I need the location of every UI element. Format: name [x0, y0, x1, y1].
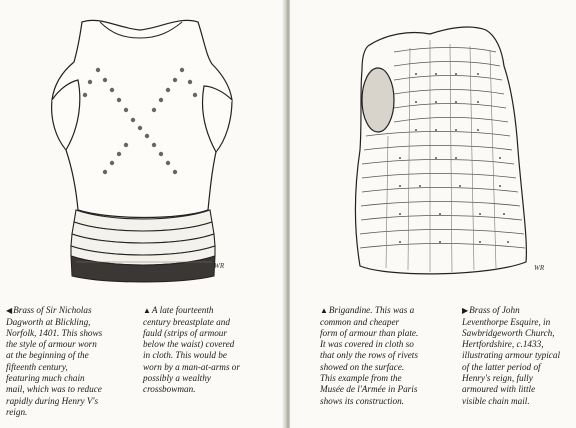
- caption-breastplate: [143, 294, 283, 396]
- caption-dagworth: [6, 294, 138, 418]
- illustration-signature: WR: [214, 262, 225, 270]
- caption-text: A late fourteenth century breastplate and fauld (strips of armour below the waist) covered in cloth. This would be worn by a man-at-arms or possibly a wealthy crossbowman.: [143, 305, 240, 395]
- illustration-signature: WR: [534, 264, 545, 272]
- breastplate-illustration: [0, 0, 286, 290]
- brigandine-illustration: [290, 0, 576, 290]
- left-arrow-icon: ◀: [6, 306, 13, 316]
- left-page: [0, 0, 286, 428]
- caption-brigandine: [320, 294, 458, 407]
- caption-text: Brass of Sir Nicholas Dagworth at Blickling, Norfolk, 1401. This shows the style of armour worn at the beginning of the fifteenth century, featuring much chain mail, which was to reduce rapidly during Henry V's reign.: [6, 305, 103, 417]
- up-arrow-icon: ▲: [143, 306, 151, 316]
- caption-text: Brass of John Leventhorpe Esquire, in Sawbridgeworth Church, Hertfordshire, c.1433, illustrating armour typical of the latter period of Henry's reign, fully armoured with little visible chain mail.: [462, 305, 561, 406]
- up-arrow-icon: ▲: [320, 306, 328, 316]
- right-page: [290, 0, 576, 428]
- caption-leventhorpe: [462, 294, 574, 407]
- caption-text: Brigandine. This was a common and cheaper form of armour than plate. It was covered in cloth so that only the rows of rivets showed on the surface. This example from the Musée de l'Armée in Paris shows its construction.: [320, 305, 419, 406]
- right-arrow-icon: ▶: [462, 306, 469, 316]
